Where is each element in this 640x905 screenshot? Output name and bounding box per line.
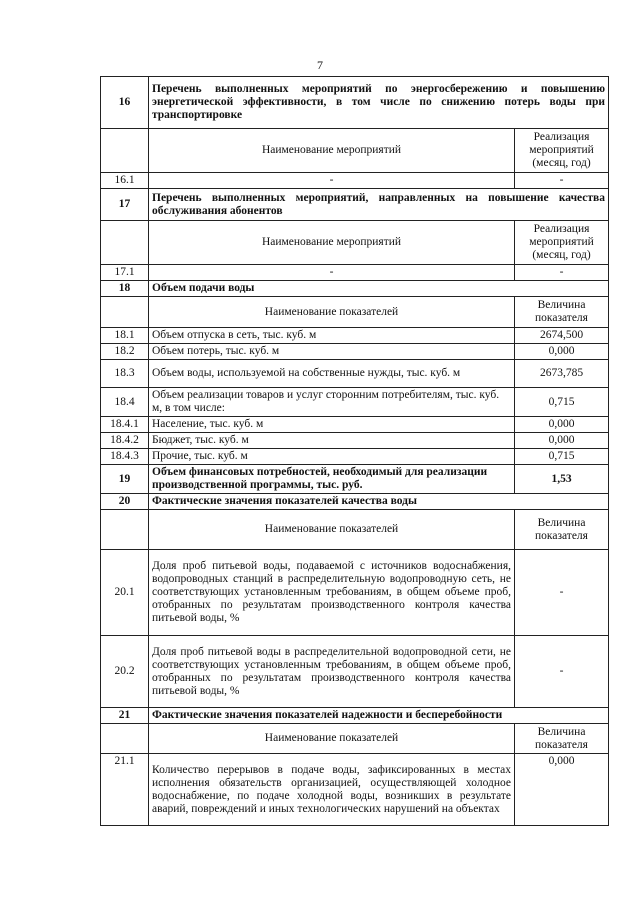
row-value: 2673,785 [515,360,609,388]
subheader-name: Наименование показателей [149,724,515,754]
section-row [101,189,609,221]
row-number: 20.2 [101,636,149,708]
row-value: 0,000 [515,433,609,449]
row-text: Прочие, тыс. куб. м [149,449,515,465]
row-text: Объем воды, используемой на собственные нужды, тыс. куб. м [149,360,515,388]
row-value: - [515,173,609,189]
row-number: 17 [101,189,149,221]
row-value: 2674,500 [515,328,609,344]
section-row [101,77,609,129]
section-title: Перечень выполненных мероприятий, направленных на повышение качества обслуживания абонентов [149,189,609,221]
table-row [101,636,609,708]
row-text: Объем финансовых потребностей, необходимый для реализации производственной программы, тыс. руб. [149,465,515,494]
row-text: Доля проб питьевой воды, подаваемой с источников водоснабжения, водопроводных станций в распределительную водопроводную сеть, не соответствующих установленным требованиям, в общем объеме проб, отобранных по результатам производственного контроля качества питьевой воды, % [149,550,515,636]
row-text: Объем отпуска в сеть, тыс. куб. м [149,328,515,344]
table-row [101,360,609,388]
subheader-row [101,510,609,550]
row-number: 21.1 [101,754,149,826]
row-value: - [515,636,609,708]
section-title: Фактические значения показателей качества воды [149,494,609,510]
subheader-value: Реализация мероприятий (месяц, год) [515,221,609,265]
row-number: 18.4.2 [101,433,149,449]
row-number: 18.2 [101,344,149,360]
table-row [101,550,609,636]
subheader-value: Величина показателя [515,724,609,754]
empty-cell [101,724,149,754]
row-value: - [515,265,609,281]
section-title: Объем подачи воды [149,281,609,297]
section-row [101,281,609,297]
subheader-name: Наименование мероприятий [149,221,515,265]
row-value: 0,000 [515,344,609,360]
row-text: - [149,173,515,189]
empty-cell [101,297,149,328]
row-value: 0,000 [515,754,609,826]
row-value: 0,715 [515,388,609,417]
table-row [101,388,609,417]
row-number: 18.3 [101,360,149,388]
page-number: 7 [317,58,323,72]
table-row [101,265,609,281]
row-value: - [515,550,609,636]
row-text: Бюджет, тыс. куб. м [149,433,515,449]
row-text: Население, тыс. куб. м [149,417,515,433]
row-text: - [149,265,515,281]
row-number: 18.4.1 [101,417,149,433]
table-row [101,344,609,360]
row-number: 18.1 [101,328,149,344]
row-value: 0,715 [515,449,609,465]
table-row [101,754,609,826]
subheader-name: Наименование показателей [149,297,515,328]
row-number: 19 [101,465,149,494]
row-number: 18.4 [101,388,149,417]
subheader-value: Величина показателя [515,510,609,550]
row-number: 16 [101,77,149,129]
row-text: Объем реализации товаров и услуг сторонним потребителям, тыс. куб. м, в том числе: [149,388,515,417]
subheader-row [101,221,609,265]
row-value: 0,000 [515,417,609,433]
row-number: 18.4.3 [101,449,149,465]
row-number: 18 [101,281,149,297]
empty-cell [101,221,149,265]
section-row [101,708,609,724]
subheader-row [101,724,609,754]
table-row [101,449,609,465]
empty-cell [101,129,149,173]
row-text: Объем потерь, тыс. куб. м [149,344,515,360]
subheader-name: Наименование мероприятий [149,129,515,173]
table-row [101,417,609,433]
subheader-name: Наименование показателей [149,510,515,550]
section-title: Перечень выполненных мероприятий по энергосбережению и повышению энергетической эффективности, в том числе по снижению потерь воды при транспортировке [149,77,609,129]
row-number: 21 [101,708,149,724]
row-value: 1,53 [515,465,609,494]
row-number: 20 [101,494,149,510]
table-row [101,433,609,449]
subheader-value: Величина показателя [515,297,609,328]
table-row [101,328,609,344]
subheader-value: Реализация мероприятий (месяц, год) [515,129,609,173]
row-number: 16.1 [101,173,149,189]
row-number: 17.1 [101,265,149,281]
row-number: 20.1 [101,550,149,636]
section-title: Фактические значения показателей надежности и бесперебойности [149,708,609,724]
subheader-row [101,129,609,173]
production-program-table [100,76,609,826]
row-text: Количество перерывов в подаче воды, зафиксированных в местах исполнения обязательств организацией, осуществляющей холодное водоснабжение, по подаче холодной воды, возникших в результате аварий, повреждений и иных технологических нарушений на объектах [149,754,515,826]
row-text: Доля проб питьевой воды в распределительной водопроводной сети, не соответствующих установленным требованиям, в общем объеме проб, отобранных по результатам производственного контроля качества питьевой воды, % [149,636,515,708]
empty-cell [101,510,149,550]
section-row [101,494,609,510]
subheader-row [101,297,609,328]
table-row [101,465,609,494]
table-row [101,173,609,189]
